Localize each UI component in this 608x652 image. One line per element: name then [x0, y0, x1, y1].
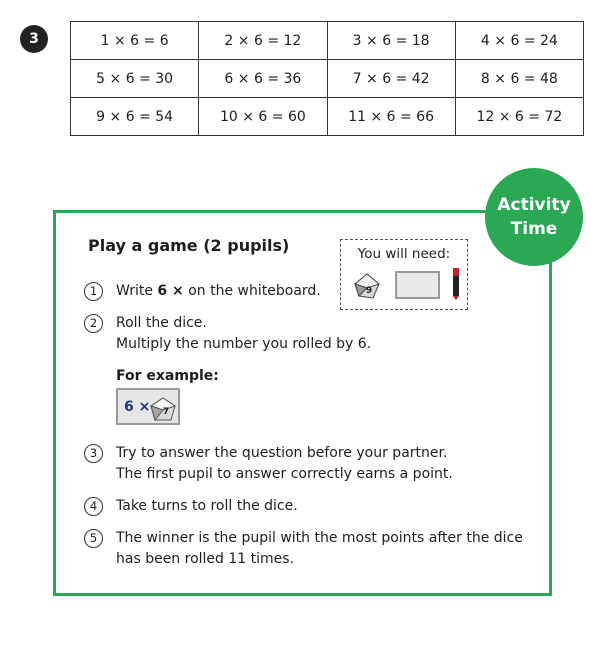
dice-value: 7 — [162, 407, 170, 417]
example-text: 6 × — [124, 399, 151, 415]
dice-icon — [353, 272, 381, 300]
activity-time-badge — [485, 168, 583, 266]
step-line: has been rolled 11 times. — [116, 551, 295, 567]
example-card — [116, 388, 180, 425]
step-line: Multiply the number you rolled by 6. — [116, 336, 372, 352]
you-will-need-label: You will need: — [357, 246, 451, 262]
table-cell: 7 × 6 = 42 — [327, 60, 455, 98]
step-text — [116, 443, 453, 485]
step-text — [116, 313, 371, 355]
table-cell: 1 × 6 = 6 — [71, 22, 199, 60]
table-row — [71, 22, 584, 60]
badge-line-1: Activity — [497, 195, 571, 215]
table-cell: 9 × 6 = 54 — [71, 98, 199, 136]
pen-icon — [452, 268, 460, 300]
six-times-table — [70, 21, 584, 136]
whiteboard-icon — [395, 271, 440, 299]
table-cell: 8 × 6 = 48 — [455, 60, 583, 98]
step-number: 4 — [84, 497, 103, 516]
step-number: 5 — [84, 529, 103, 548]
table-cell: 4 × 6 = 24 — [455, 22, 583, 60]
step-number: 3 — [84, 444, 103, 463]
for-example-label: For example: — [116, 368, 219, 384]
table-cell: 10 × 6 = 60 — [199, 98, 327, 136]
question-number: 3 — [20, 25, 48, 53]
table-row — [71, 60, 584, 98]
step-text — [116, 528, 523, 570]
table-row — [71, 98, 584, 136]
step-line: The first pupil to answer correctly earns a point. — [116, 466, 453, 482]
step-text: Write 6 × on the whiteboard. — [116, 283, 321, 299]
table-cell: 11 × 6 = 66 — [327, 98, 455, 136]
table-cell: 12 × 6 = 72 — [455, 98, 583, 136]
badge-line-2: Time — [510, 219, 558, 239]
table-cell: 5 × 6 = 30 — [71, 60, 199, 98]
step-line: The winner is the pupil with the most points after the dice — [116, 530, 523, 546]
step-number: 2 — [84, 314, 103, 333]
dice-value: 9 — [365, 286, 373, 296]
you-will-need-box — [340, 239, 468, 310]
step-text: Take turns to roll the dice. — [116, 498, 298, 514]
table-cell: 2 × 6 = 12 — [199, 22, 327, 60]
step-number: 1 — [84, 282, 103, 301]
step-line: Roll the dice. — [116, 315, 207, 331]
dice-icon — [149, 396, 177, 422]
activity-title: Play a game (2 pupils) — [88, 236, 290, 255]
table-cell: 6 × 6 = 36 — [199, 60, 327, 98]
table-cell: 3 × 6 = 18 — [327, 22, 455, 60]
step-line: Try to answer the question before your partner. — [116, 445, 448, 461]
